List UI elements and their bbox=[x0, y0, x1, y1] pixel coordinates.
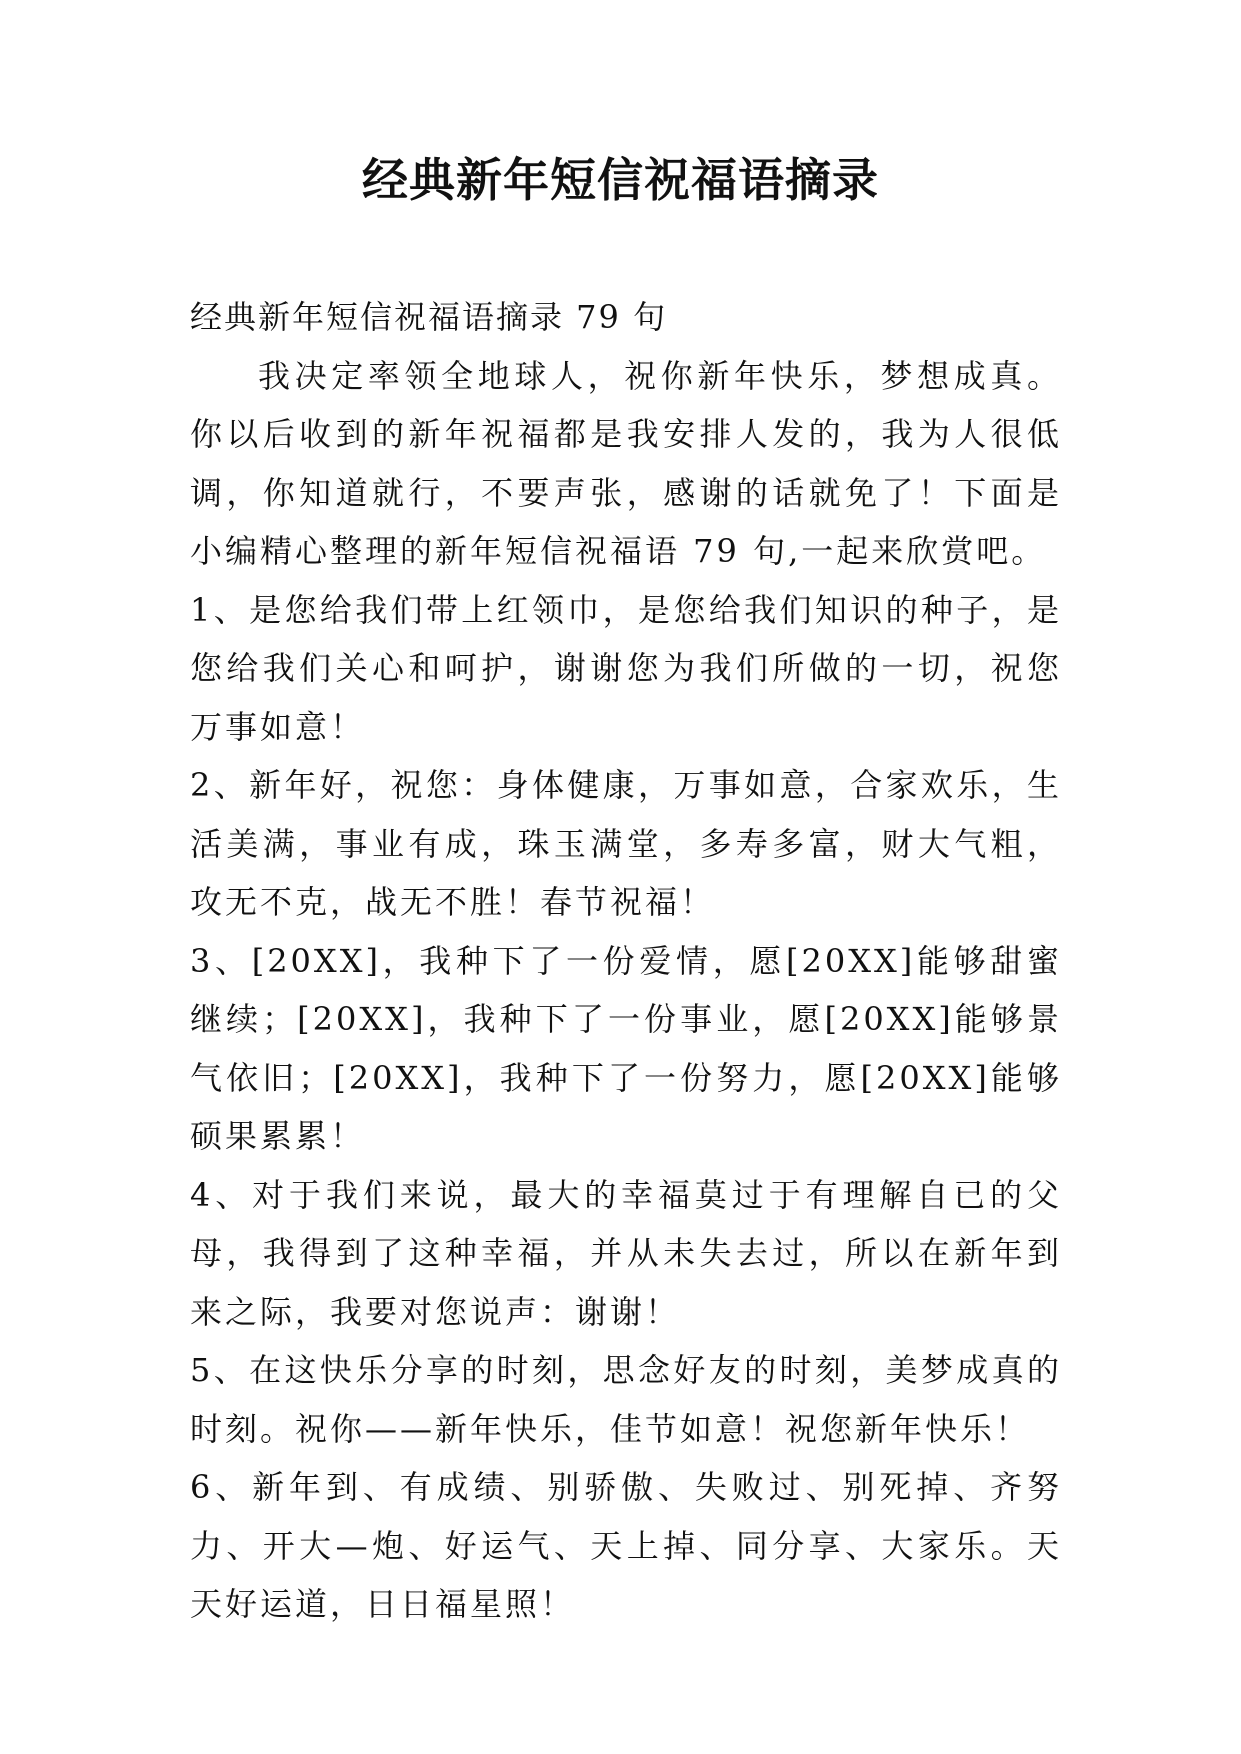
list-item: 4、对于我们来说，最大的幸福莫过于有理解自已的父母，我得到了这种幸福，并从未失去过，所以在新年到来之际，我要对您说声：谢谢！ bbox=[190, 1175, 1062, 1331]
document-title: 经典新年短信祝福语摘录 bbox=[362, 153, 879, 207]
document-body bbox=[190, 288, 1062, 1634]
intro-paragraph: 我决定率领全地球人，祝你新年快乐，梦想成真。你以后收到的新年祝福都是我安排人发的，我为人很低调，你知道就行，不要声张，感谢的话就免了！下面是小编精心整理的新年短信祝福语 79 句,一起来欣赏吧。 bbox=[190, 356, 1062, 570]
list-item: 1、是您给我们带上红领巾，是您给我们知识的种子，是您给我们关心和呵护，谢谢您为我们所做的一切，祝您万事如意！ bbox=[190, 590, 1062, 746]
document-subtitle: 经典新年短信祝福语摘录 79 句 bbox=[190, 298, 668, 336]
list-item: 2、新年好，祝您：身体健康，万事如意，合家欢乐，生活美满，事业有成，珠玉满堂，多寿多富，财大气粗，攻无不克，战无不胜！春节祝福！ bbox=[190, 766, 1062, 921]
list-item: 3、[20XX]，我种下了一份爱情，愿[20XX]能够甜蜜继续；[20XX]，我种下了一份事业，愿[20XX]能够景气依旧；[20XX]，我种下了一份努力，愿[20XX]能够硕果累累！ bbox=[190, 941, 1062, 1155]
list-item: 5、在这快乐分享的时刻，思念好友的时刻，美梦成真的时刻。祝你——新年快乐，佳节如意！祝您新年快乐！ bbox=[190, 1351, 1062, 1448]
list-item: 6、新年到、有成绩、别骄傲、失败过、别死掉、齐努力、开大—炮、好运气、天上掉、同分享、大家乐。天天好运道，日日福星照！ bbox=[190, 1468, 1062, 1623]
